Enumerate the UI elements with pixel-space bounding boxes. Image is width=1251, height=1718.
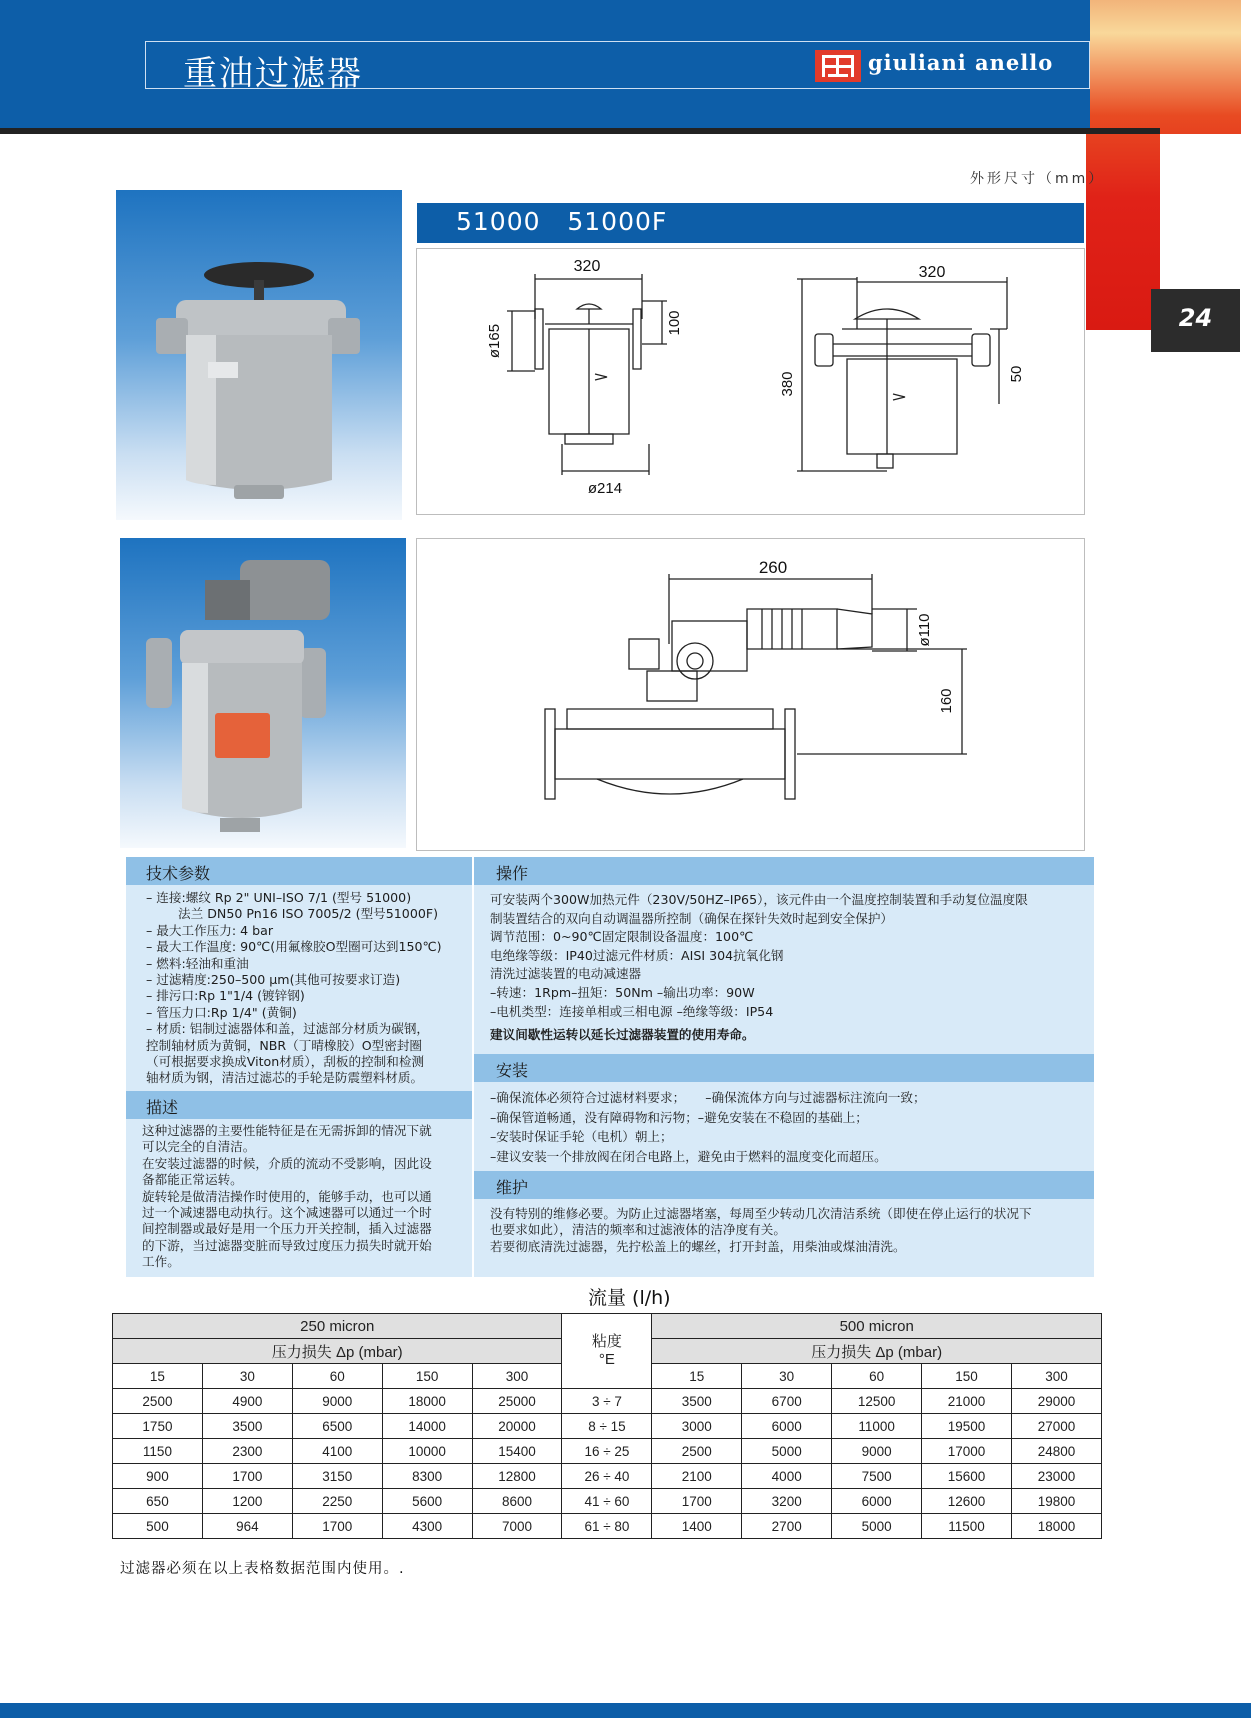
dim-offset-right: 50 [1008,365,1025,383]
filter-photo [116,190,402,520]
desc-title: 描述 [146,1098,179,1117]
group-500-micron: 500 micron [652,1314,1102,1339]
text-line: – 管压力口:Rp 1/4" (黄铜) [146,1004,297,1020]
text-line: 的下游，当过滤器变脏而导致过度压力损失时就开始 [142,1237,432,1253]
flow-table-title: 流量 (l/h) [588,1287,671,1309]
maintenance-text [490,1206,1032,1255]
pressure-step-left: 30 [202,1364,292,1389]
operation-title: 操作 [496,864,529,883]
flow-500-cell: 4000 [742,1464,832,1489]
flow-500-cell: 2500 [652,1439,742,1464]
pressure-step-right: 60 [832,1364,922,1389]
text-line: 可以完全的自清洁。 [142,1139,256,1155]
text-line: –电机类型：连接单相或三相电源 –绝缘等级：IP54 [490,1003,774,1019]
brand-logo-icon [815,50,861,82]
dimensions-label: 外形尺寸（mm） [970,171,1106,187]
flow-250-cell: 1200 [202,1489,292,1514]
text-line: – 材质: 铝制过滤器体和盖，过滤部分材质为碳钢， [146,1021,430,1037]
flow-250-cell: 900 [113,1464,203,1489]
text-line: 法兰 DN50 Pn16 ISO 7005/2 (型号51000F) [146,906,438,922]
flow-250-cell: 8600 [472,1489,562,1514]
flow-250-cell: 15400 [472,1439,562,1464]
flow-250-cell: 9000 [292,1389,382,1414]
pressure-step-left: 15 [113,1364,203,1389]
text-line: – 最大工作压力: 4 bar [146,922,274,938]
text-line: 没有特别的维修必要。为防止过滤器堵塞，每周至少转动几次清洁系统（即使在停止运行的状况下 [490,1206,1032,1221]
operation-note: 建议间歇性运转以延长过滤器装置的使用寿命。 [490,1027,755,1042]
table-row [113,1439,1102,1464]
install-text [490,1088,926,1166]
pressure-step-right: 30 [742,1364,832,1389]
text-line: – 排污口:Rp 1"1/4 (镀锌钢) [146,988,305,1004]
flow-250-cell: 7000 [472,1514,562,1539]
flow-250-cell: 2500 [113,1389,203,1414]
flow-500-cell: 21000 [922,1389,1012,1414]
dim-width-left: 320 [573,258,601,275]
flow-500-cell: 12600 [922,1489,1012,1514]
flow-500-cell: 7500 [832,1464,922,1489]
text-line: –建议安装一个排放阀在闭合电路上，避免由于燃料的温度变化而超压。 [490,1148,887,1164]
flow-500-cell: 12500 [832,1389,922,1414]
dim-motor-dia: ø110 [916,613,933,647]
text-line: – 连接:螺纹 Rp 2" UNI–ISO 7/1 (型号 51000) [146,890,412,905]
dim-width-right: 320 [918,264,946,281]
footnote: 过滤器必须在以上表格数据范围内使用。. [120,1561,405,1577]
text-line: 轴材质为钢，清洁过滤芯的手轮是防震塑料材质。 [146,1070,424,1086]
flow-500-cell: 24800 [1011,1439,1101,1464]
flow-250-cell: 4300 [382,1514,472,1539]
table-row [113,1389,1102,1414]
viscosity-cell: 8 ÷ 15 [562,1414,652,1439]
flow-500-cell: 19800 [1011,1489,1101,1514]
flow-250-cell: 8300 [382,1464,472,1489]
viscosity-cell: 26 ÷ 40 [562,1464,652,1489]
table-row [113,1489,1102,1514]
install-header [474,1054,1094,1082]
flow-250-cell: 2250 [292,1489,382,1514]
motorized-filter-photo [120,538,406,848]
flow-500-cell: 3500 [652,1389,742,1414]
dim-length: 260 [758,558,788,577]
text-line: 过一个减速器电动执行。这个减速器可以通过一个时 [142,1205,432,1221]
text-line: – 燃料:轻油和重油 [146,955,249,971]
text-line: 电绝缘等级：IP40过滤元件材质：AISI 304抗氧化钢 [490,947,784,963]
flow-250-cell: 20000 [472,1414,562,1439]
text-line: – 过滤精度:250–500 μm(其他可按要求订造) [146,972,401,988]
text-line: 间控制器或最好是用一个压力开关控制，插入过滤器 [142,1221,432,1237]
table-row [113,1464,1102,1489]
flow-500-cell: 19500 [922,1414,1012,1439]
bottom-bar [0,1703,1251,1718]
pressure-step-right: 300 [1011,1364,1101,1389]
flow-500-cell: 6700 [742,1389,832,1414]
flow-250-cell: 964 [202,1514,292,1539]
pressure-step-right: 15 [652,1364,742,1389]
dim-flange-dia: ø165 [486,323,503,359]
flow-250-cell: 14000 [382,1414,472,1439]
flow-500-cell: 3000 [652,1414,742,1439]
text-line: 备都能正常运转。 [142,1172,243,1188]
flow-250-cell: 6500 [292,1414,382,1439]
flow-500-cell: 5000 [742,1439,832,1464]
description-text [142,1123,432,1271]
flow-500-cell: 15600 [922,1464,1012,1489]
flow-250-cell: 2300 [202,1439,292,1464]
model-numbers: 51000 51000F [456,207,668,236]
table-row [113,1414,1102,1439]
flow-250-cell: 1150 [113,1439,203,1464]
flow-250-cell: 5600 [382,1489,472,1514]
viscosity-header [562,1314,652,1389]
text-line: （可根据要求换成Viton材质），刮板的控制和检测 [146,1054,425,1070]
flow-250-cell: 1700 [202,1464,292,1489]
dimension-drawing-51000 [416,248,1085,515]
flow-500-cell: 6000 [832,1489,922,1514]
page-title: 重油过滤器 [183,54,363,94]
flow-250-cell: 3500 [202,1414,292,1439]
flow-500-cell: 23000 [1011,1464,1101,1489]
text-line: 制装置结合的双向自动调温器所控制（确保在探针失效时起到安全保护） [490,910,893,926]
text-line: 在安装过滤器的时候，介质的流动不受影响，因此设 [142,1155,432,1171]
table-row [113,1514,1102,1539]
flow-250-cell: 12800 [472,1464,562,1489]
flow-250-cell: 500 [113,1514,203,1539]
flow-500-cell: 9000 [832,1439,922,1464]
group-250-micron: 250 micron [113,1314,562,1339]
operation-text [490,891,1028,1021]
text-line: 可安装两个300W加热元件（230V/50HZ–IP65），该元件由一个温度控制装置和手动复位温度限 [490,892,1028,907]
flow-500-cell: 2700 [742,1514,832,1539]
flow-500-cell: 27000 [1011,1414,1101,1439]
flow-500-cell: 2100 [652,1464,742,1489]
maintenance-title: 维护 [496,1178,529,1197]
operation-header [474,857,1094,885]
text-line: –确保管道畅通，没有障碍物和污物；–避免安装在不稳固的基础上； [490,1109,868,1125]
pressure-step-left: 300 [472,1364,562,1389]
viscosity-unit: °E [598,1351,615,1368]
flow-250-cell: 10000 [382,1439,472,1464]
flow-table [112,1313,1102,1539]
flow-250-cell: 1750 [113,1414,203,1439]
brand-name: giuliani anello [868,50,1054,75]
flow-500-cell: 5000 [832,1514,922,1539]
flow-250-cell: 4900 [202,1389,292,1414]
text-line: 调节范围：0~90℃固定限制设备温度：100℃ [490,929,754,945]
dim-height-left: 100 [666,310,683,336]
flow-500-cell: 11000 [832,1414,922,1439]
dim-height: 160 [938,688,955,714]
dim-height-right: 380 [779,371,796,397]
page-number: 24 [1178,304,1213,332]
flow-500-cell: 18000 [1011,1514,1101,1539]
text-line: 也要求如此），清洁的频率和过滤液体的洁净度有关。 [490,1222,786,1238]
pressure-step-left: 60 [292,1364,382,1389]
pressure-label-right: 压力损失 Δp (mbar) [652,1339,1102,1364]
flow-500-cell: 29000 [1011,1389,1101,1414]
text-line: 工作。 [142,1254,180,1270]
pressure-step-right: 150 [922,1364,1012,1389]
install-title: 安装 [496,1061,529,1080]
flow-250-cell: 650 [113,1489,203,1514]
flow-500-cell: 3200 [742,1489,832,1514]
flow-500-cell: 17000 [922,1439,1012,1464]
pressure-label-left: 压力损失 Δp (mbar) [113,1339,562,1364]
viscosity-cell: 3 ÷ 7 [562,1389,652,1414]
flow-500-cell: 1400 [652,1514,742,1539]
text-line: 若要彻底清洗过滤器，先拧松盖上的螺丝，打开封盖，用柴油或煤油清洗。 [490,1238,906,1254]
flow-250-cell: 4100 [292,1439,382,1464]
header-divider [0,128,1160,134]
maintenance-header [474,1171,1094,1199]
flow-500-cell: 11500 [922,1514,1012,1539]
text-line: 控制轴材质为黄铜，NBR（丁晴橡胶）O型密封圈 [146,1037,423,1053]
text-line: – 最大工作温度: 90℃(用氟橡胶O型圈可达到150℃) [146,939,442,955]
flow-500-cell: 1700 [652,1489,742,1514]
flow-250-cell: 3150 [292,1464,382,1489]
text-line: –安装时保证手轮（电机）朝上； [490,1129,673,1144]
text-line: 旋转轮是做清洁操作时使用的，能够手动，也可以通 [142,1188,432,1204]
flow-250-cell: 18000 [382,1389,472,1414]
dim-base-dia: ø214 [587,480,623,497]
flow-500-cell: 6000 [742,1414,832,1439]
text-line: 清洗过滤装置的电动减速器 [490,966,642,982]
flow-250-cell: 1700 [292,1514,382,1539]
text-line: –确保流体必须符合过滤材料要求； –确保流体方向与过滤器标注流向一致； [490,1090,926,1105]
text-line: –转速：1Rpm–扭矩：50Nm –输出功率：90W [490,984,755,1000]
text-line: 这种过滤器的主要性能特征是在无需拆卸的情况下就 [142,1123,432,1138]
viscosity-cell: 16 ÷ 25 [562,1439,652,1464]
viscosity-label: 粘度 [591,1333,622,1350]
viscosity-cell: 61 ÷ 80 [562,1514,652,1539]
dimension-drawing-motor [416,538,1085,851]
flow-250-cell: 25000 [472,1389,562,1414]
viscosity-cell: 41 ÷ 60 [562,1489,652,1514]
tech-specs [146,890,442,1087]
pressure-step-left: 150 [382,1364,472,1389]
tech-title: 技术参数 [146,864,211,883]
